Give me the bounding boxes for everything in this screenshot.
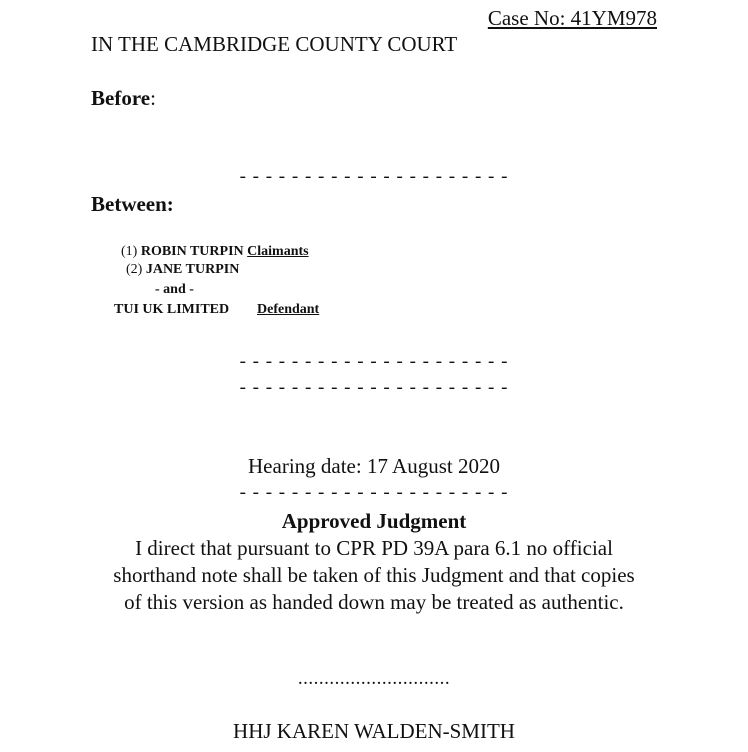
- signature-line: .............................: [297, 668, 451, 689]
- court-name: IN THE CAMBRIDGE COUNTY COURT: [91, 32, 458, 56]
- claimant-2: [126, 262, 239, 278]
- separator-dashes: - - - - - - - - - - - - - - - - - - - - -: [239, 166, 509, 187]
- defendant-name: TUI UK LIMITED: [114, 302, 230, 317]
- judge-name: HHJ KAREN WALDEN-SMITH: [233, 719, 515, 743]
- direction-line: of this version as handed down may be treated as authentic.: [124, 590, 624, 614]
- between-label: Between:: [91, 192, 174, 216]
- direction-line: I direct that pursuant to CPR PD 39A para 6.1 no official: [135, 536, 613, 560]
- claimants-label: Claimants: [247, 244, 309, 259]
- claimant-1-name: ROBIN TURPIN: [140, 244, 244, 259]
- judgment-title: Approved Judgment: [281, 509, 467, 533]
- separator-dashes: - - - - - - - - - - - - - - - - - - - - -: [239, 377, 509, 398]
- claimant-1-prefix: (1): [121, 244, 141, 259]
- case-number: Case No: 41YM978: [487, 6, 657, 30]
- before-colon: :: [150, 86, 156, 110]
- before-line: [91, 86, 156, 111]
- hearing-date: Hearing date: 17 August 2020: [248, 454, 500, 478]
- judgment-direction: [0, 535, 748, 616]
- separator-dashes: - - - - - - - - - - - - - - - - - - - - -: [239, 482, 509, 503]
- separator-dashes: - - - - - - - - - - - - - - - - - - - - -: [239, 351, 509, 372]
- claimant-2-name: JANE TURPIN: [145, 262, 240, 277]
- defendant-label: Defendant: [257, 302, 320, 317]
- claimant-2-prefix: (2): [126, 262, 146, 277]
- direction-line: shorthand note shall be taken of this Judgment and that copies: [113, 563, 635, 587]
- and-separator: - and -: [155, 282, 194, 297]
- before-label: Before: [91, 86, 151, 110]
- claimant-1: [121, 244, 309, 260]
